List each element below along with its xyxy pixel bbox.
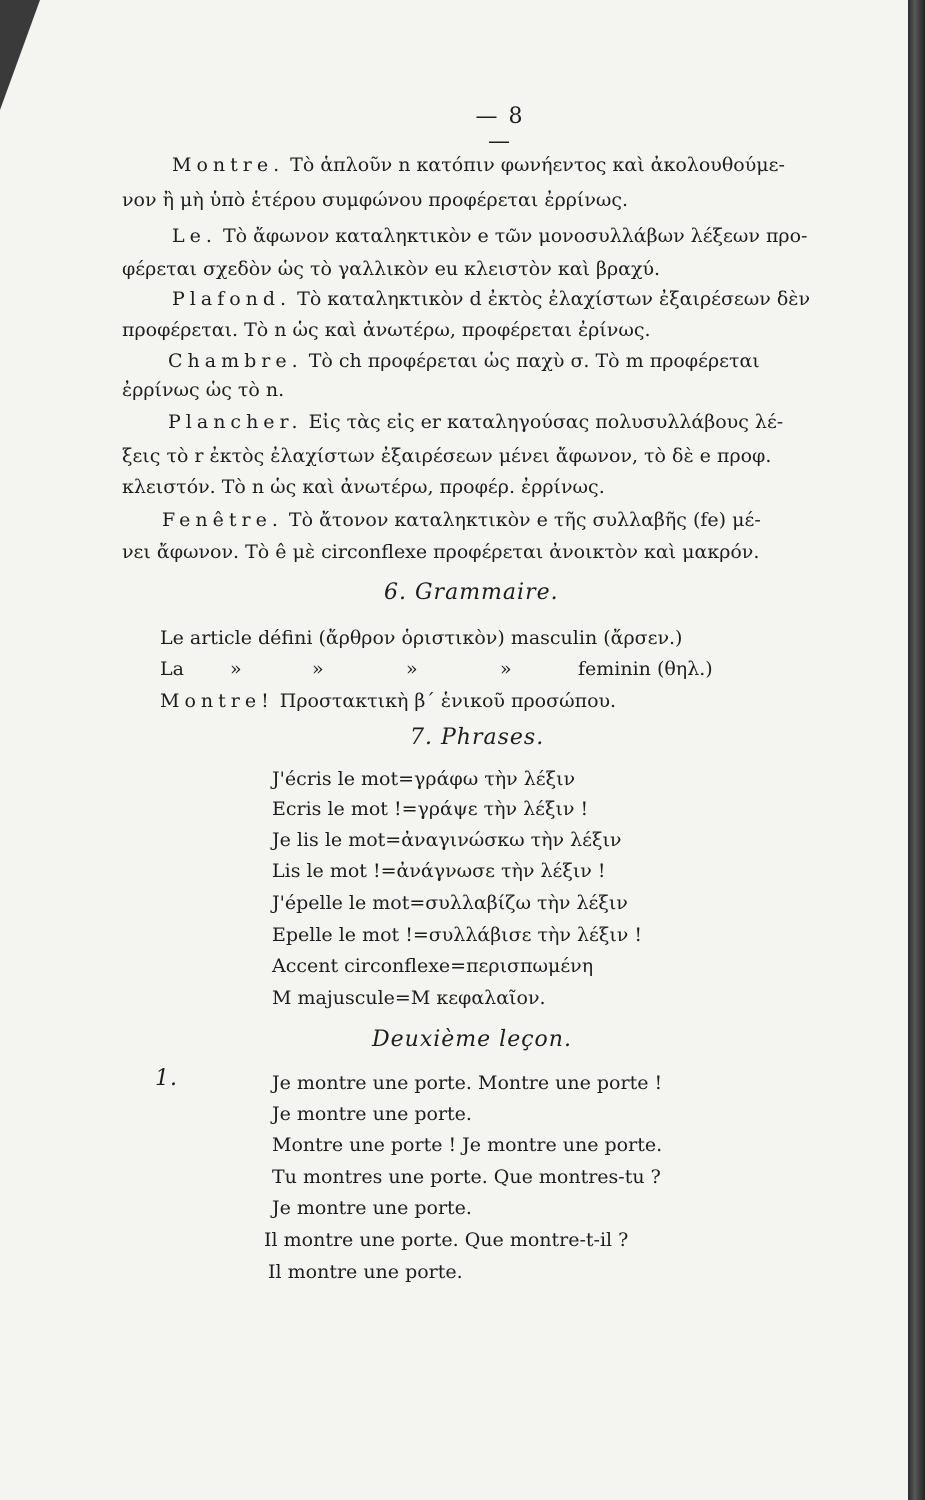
ditto-mark: »	[406, 658, 418, 680]
para-plancher-line1: Plancher. Εἰς τὰς εἰς er καταληγούσας πολυσυλλάβους λέ-	[168, 411, 784, 433]
page-number: — 8 —	[475, 104, 525, 154]
lesson-line: Je montre une porte. Montre une porte !	[272, 1072, 663, 1094]
phrase-line: Epelle le mot !=συλλάβισε τὴν λέξιν !	[272, 924, 642, 946]
term-plafond: Plafond.	[172, 288, 292, 310]
torn-corner	[0, 0, 40, 110]
para-plafond-line1: Plafond. Τὸ καταληκτικὸν d ἐκτὸς ἐλαχίστων ἐξαιρέσεων δὲν	[172, 288, 811, 310]
lesson-line: Je montre une porte.	[272, 1103, 472, 1125]
para-fenetre-line2: νει ἄφωνον. Τὸ ê μὲ circonflexe προφέρεται ἀνοικτὸν καὶ μακρόν.	[122, 541, 760, 563]
phrase-line: Accent circonflexe=περισπωμένη	[272, 955, 594, 977]
term-plancher: Plancher.	[168, 411, 303, 433]
para-montre-line1: Montre. Τὸ ἁπλοῦν n κατόπιν φωνήεντος καὶ ἀκολουθούμε-	[172, 154, 785, 176]
section-7-heading: 7. Phrases.	[410, 725, 545, 750]
para-montre-line2: νον ἢ μὴ ὑπὸ ἑτέρου συμφώνου προφέρεται ἐρρίνως.	[122, 189, 629, 211]
term-montre-imperative: Montre!	[160, 690, 274, 712]
phrase-line: M majuscule=M κεφαλαῖον.	[272, 987, 546, 1009]
para-fenetre-line1: Fenêtre. Τὸ ἄτονον καταληκτικὸν e τῆς συλλαβῆς (fe) μέ-	[162, 509, 761, 531]
section-6-heading: 6. Grammaire.	[384, 580, 559, 605]
term-chambre: Chambre.	[168, 350, 303, 372]
ditto-mark: »	[230, 658, 242, 680]
exercise-number: 1.	[155, 1066, 178, 1091]
phrase-line: J'épelle le mot=συλλαβίζω τὴν λέξιν	[272, 892, 628, 914]
term-montre: Montre.	[172, 154, 285, 176]
para-plafond-line2: προφέρεται. Τὸ n ὡς καὶ ἀνωτέρω, προφέρεται ἐρίνως.	[122, 319, 651, 341]
grammar-line3: Montre! Προστακτικὴ β΄ ἑνικοῦ προσώπου.	[160, 690, 617, 712]
para-chambre-line2: ἐρρίνως ὡς τὸ n.	[122, 379, 285, 401]
lesson-line: Il montre une porte. Que montre-t-il ?	[264, 1229, 629, 1251]
para-plancher-line2: ξεις τὸ r ἐκτὸς ἐλαχίστων ἐξαιρέσεων μένει ἄφωνον, τὸ δὲ e προφ.	[122, 445, 772, 467]
lesson-line: Je montre une porte.	[272, 1197, 472, 1219]
phrase-line: J'écris le mot=γράφω τὴν λέξιν	[272, 768, 576, 790]
phrase-line: Je lis le mot=ἀναγινώσκω τὴν λέξιν	[272, 829, 622, 851]
para-plancher-line3: κλειστόν. Τὸ n ὡς καὶ ἀνωτέρω, προφέρ. ἐρρίνως.	[122, 476, 605, 498]
para-le-line1: Le. Τὸ ἄφωνον καταληκτικὸν e τῶν μονοσυλλάβων λέξεων προ-	[172, 225, 808, 247]
lesson-line: Il montre une porte.	[268, 1261, 463, 1283]
term-fenetre: Fenêtre.	[162, 509, 283, 531]
lesson-2-heading: Deuxième leçon.	[372, 1027, 572, 1052]
phrase-line: Ecris le mot !=γράψε τὴν λέξιν !	[272, 798, 589, 820]
lesson-line: Tu montres une porte. Que montres-tu ?	[272, 1166, 661, 1188]
ditto-mark: »	[500, 658, 512, 680]
phrase-line: Lis le mot !=ἀνάγνωσε τὴν λέξιν !	[272, 860, 606, 882]
para-le-line2: φέρεται σχεδὸν ὡς τὸ γαλλικὸν eu κλειστὸν καὶ βραχύ.	[122, 258, 661, 280]
term-le: Le.	[172, 225, 217, 247]
grammar-line2: La » » » » feminin (θηλ.)	[160, 654, 780, 684]
ditto-mark: »	[312, 658, 324, 680]
para-chambre-line1: Chambre. Τὸ ch προφέρεται ὡς παχὺ σ. Τὸ m προφέρεται	[168, 350, 760, 372]
book-binding-edge	[908, 0, 925, 1500]
lesson-line: Montre une porte ! Je montre une porte.	[272, 1134, 663, 1156]
grammar-line1: Le article défini (ἄρθρον ὁριστικὸν) masculin (ἄρσεν.)	[160, 627, 683, 649]
